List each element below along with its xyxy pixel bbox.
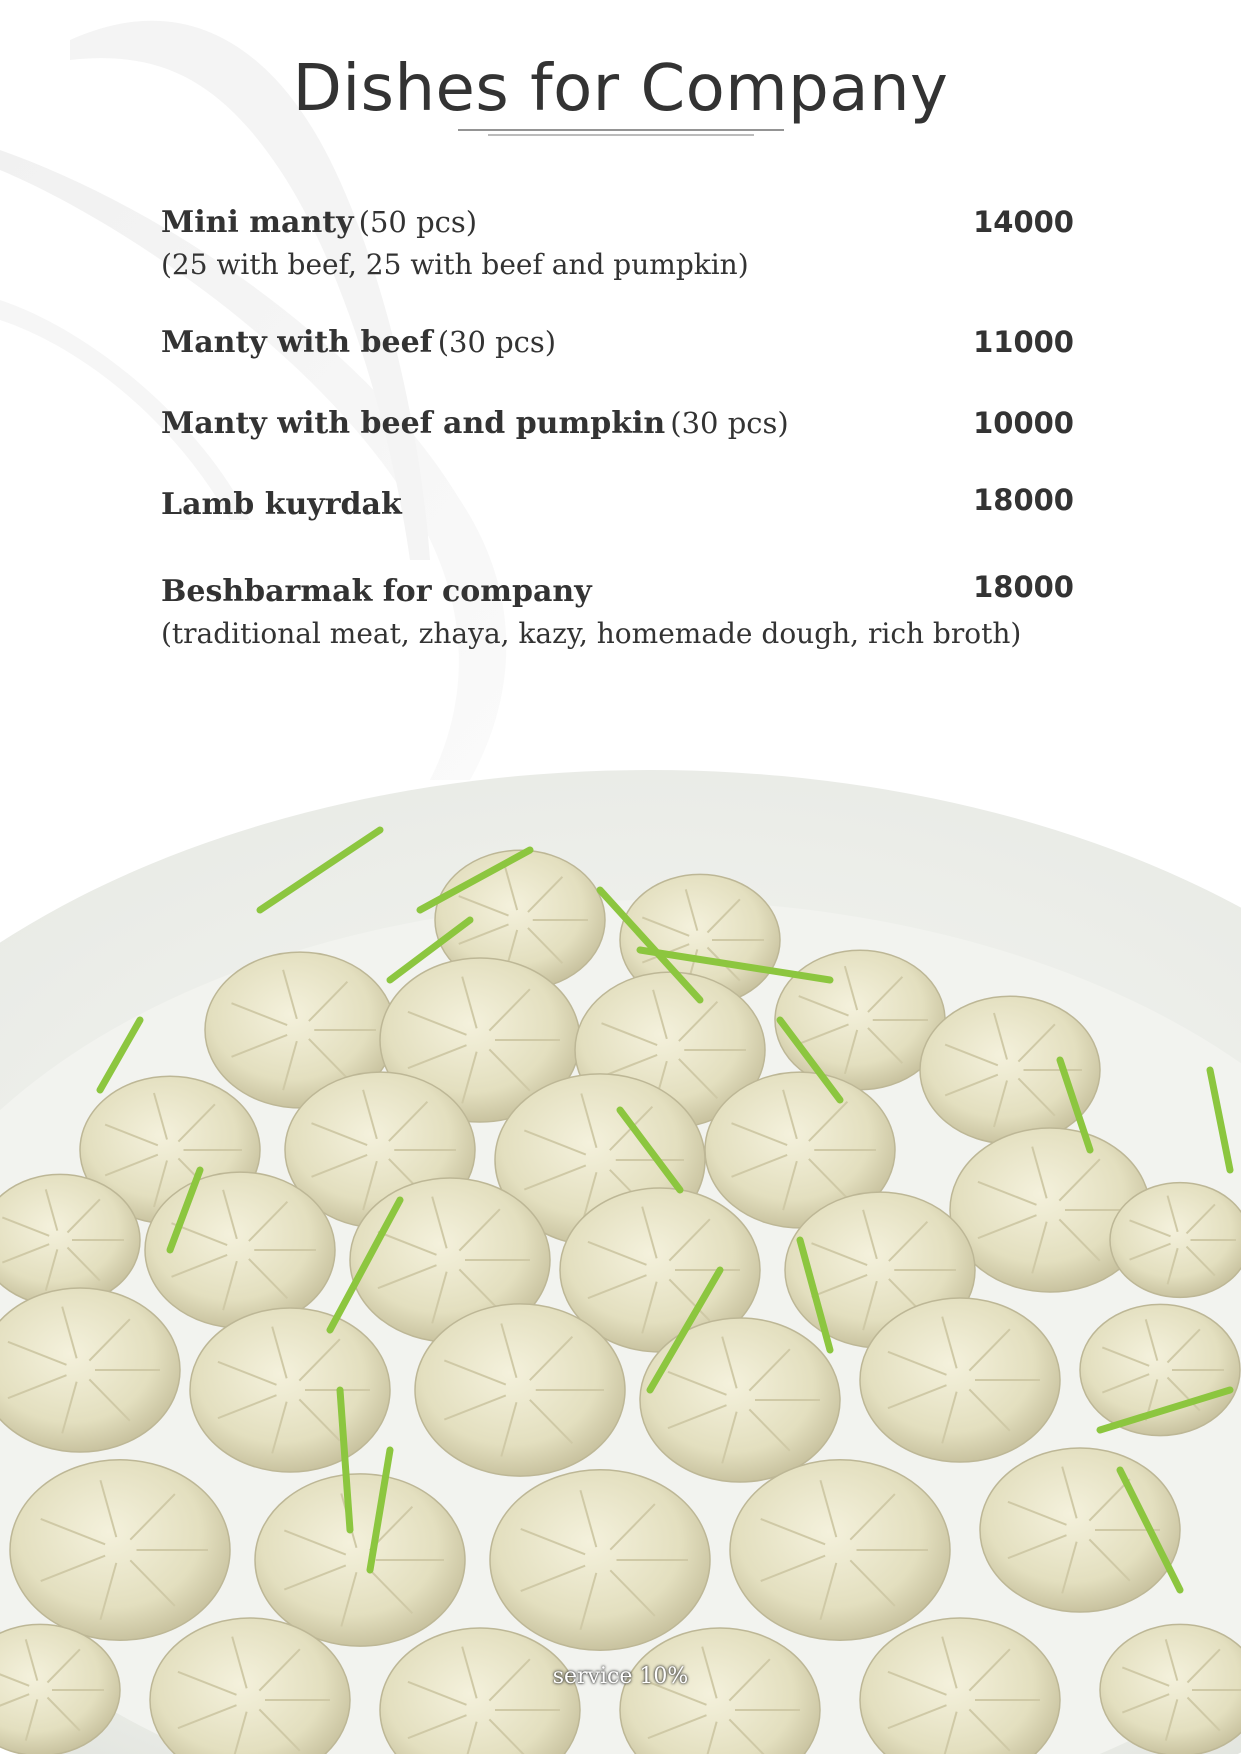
menu-item-lamb-kuyrdak [161,483,1074,522]
menu-item-mini-manty [161,205,1074,281]
menu-item-qty: (30 pcs) [437,325,557,359]
menu-item-desc: (25 with beef, 25 with beef and pumpkin) [161,248,749,281]
menu-item-price: 14000 [973,205,1074,239]
dumplings-photo [0,770,1241,1754]
menu-item-name: Manty with beef and pumpkin [161,406,666,441]
menu-item-price: 18000 [973,570,1074,604]
menu-item-price: 11000 [973,325,1074,359]
page-title: Dishes for Company [292,52,949,126]
menu-item-desc: (traditional meat, zhaya, kazy, homemade dough, rich broth) [161,617,1022,650]
menu-item-manty-beef-pumpkin [161,406,1074,441]
menu-item-manty-beef [161,325,1074,360]
menu-item-qty: (30 pcs) [670,406,789,440]
menu-item-qty: (50 pcs) [358,205,478,239]
service-note: service 10% [552,1664,689,1689]
title-underline [458,128,784,138]
menu-item-name: Mini manty [161,205,354,240]
menu-item-name: Beshbarmak for company [161,574,592,609]
menu-item-price: 18000 [973,483,1074,517]
menu-item-beshbarmak [161,570,1074,650]
menu-item-name: Manty with beef [161,325,433,360]
menu-item-name: Lamb kuyrdak [161,487,402,522]
menu-item-price: 10000 [973,406,1074,440]
